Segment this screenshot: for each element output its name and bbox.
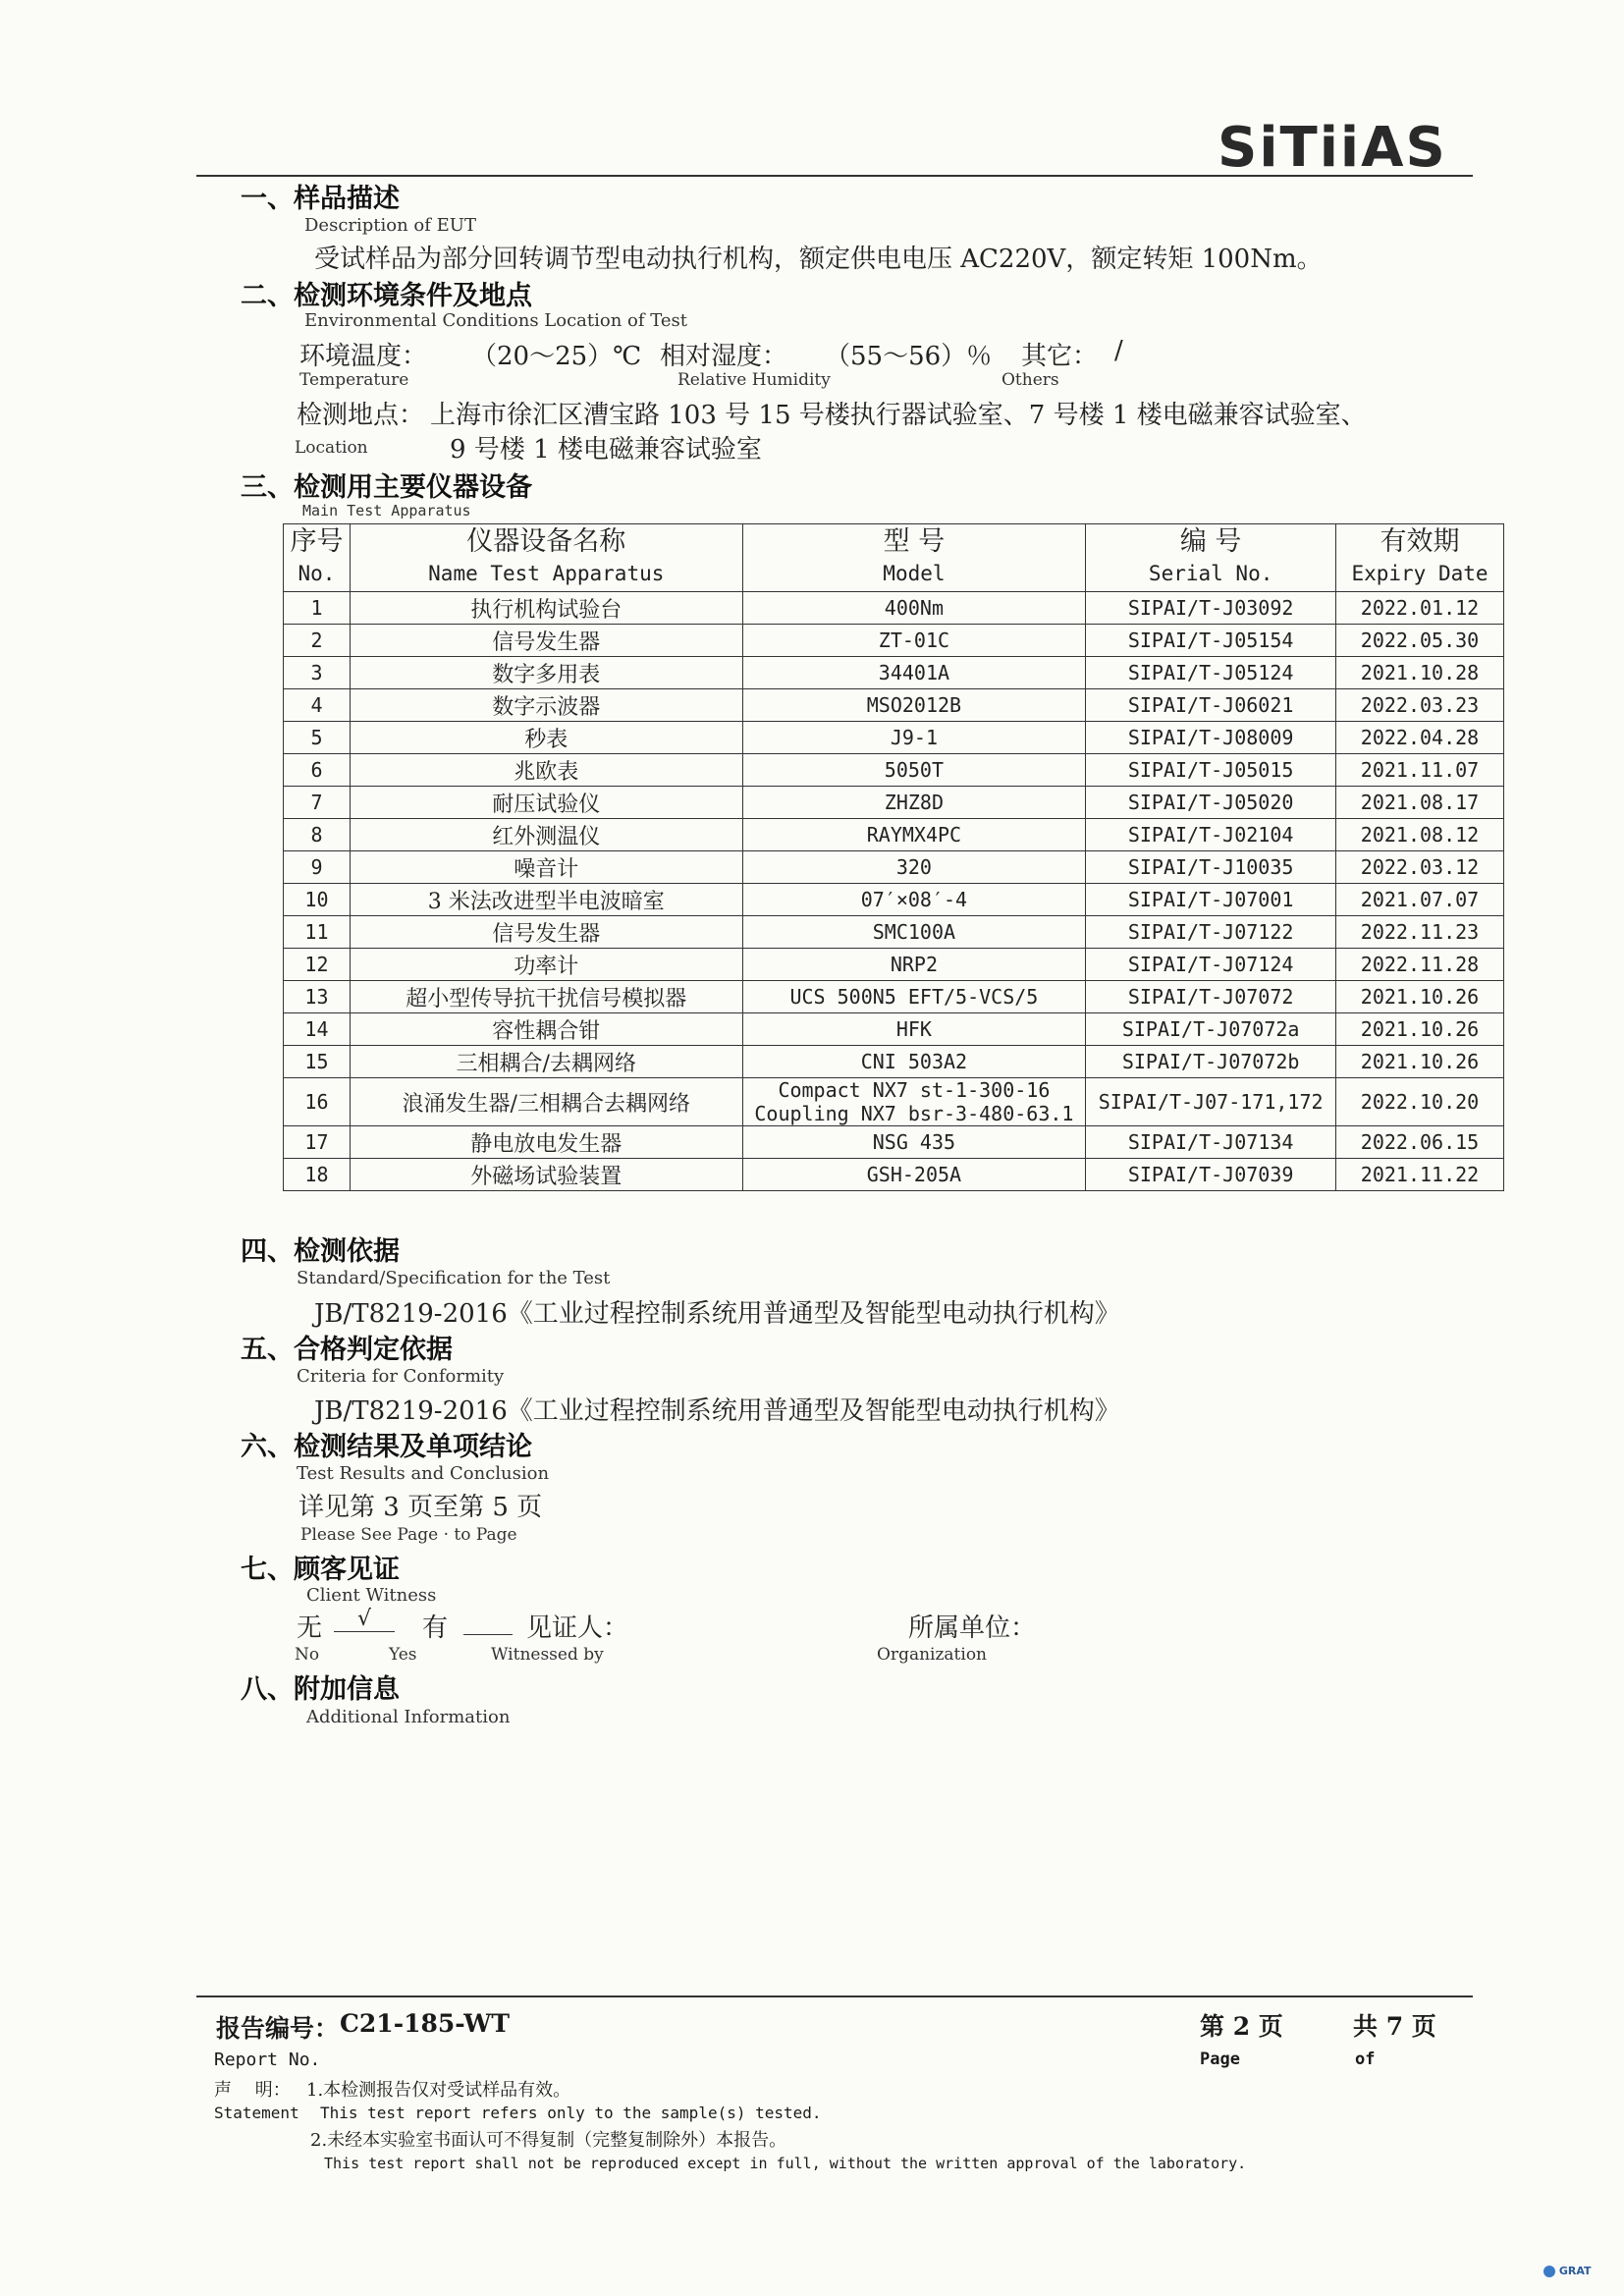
apparatus-name: 红外测温仪 bbox=[350, 819, 742, 851]
humidity-label: 相对湿度： bbox=[660, 342, 788, 371]
expiry-date: 2021.07.07 bbox=[1336, 884, 1504, 916]
table-row bbox=[284, 1159, 1504, 1191]
apparatus-model: UCS 500N5 EFT/5-VCS/5 bbox=[742, 981, 1086, 1013]
apparatus-name: 静电放电发生器 bbox=[350, 1126, 742, 1159]
apparatus-name: 功率计 bbox=[350, 949, 742, 981]
apparatus-model: CNI 503A2 bbox=[742, 1046, 1086, 1078]
results-text: 详见第 3 页至第 5 页 bbox=[298, 1493, 543, 1522]
serial-number: SIPAI/T-J07072a bbox=[1086, 1013, 1336, 1046]
table-row bbox=[284, 884, 1504, 916]
section-title-standard: 四、检测依据 bbox=[241, 1236, 400, 1267]
apparatus-name: 兆欧表 bbox=[350, 754, 742, 787]
header-name: 仪器设备名称 Name Test Apparatus bbox=[350, 524, 742, 592]
page-en: Page bbox=[1200, 2050, 1240, 2069]
witness-no-checkbox: √ bbox=[334, 1607, 395, 1632]
table-row bbox=[284, 851, 1504, 884]
other-en: Others bbox=[1001, 370, 1059, 390]
row-number: 3 bbox=[284, 657, 351, 689]
table-row bbox=[284, 1046, 1504, 1078]
row-number: 5 bbox=[284, 722, 351, 754]
section-en-witness: Client Witness bbox=[306, 1585, 437, 1606]
serial-number: SIPAI/T-J03092 bbox=[1086, 592, 1336, 625]
expiry-date: 2022.10.20 bbox=[1336, 1078, 1504, 1126]
row-number: 10 bbox=[284, 884, 351, 916]
humidity-en: Relative Humidity bbox=[677, 370, 831, 390]
criteria-text: JB/T8219-2016《工业过程控制系统用普通型及智能型电动执行机构》 bbox=[314, 1396, 1120, 1426]
corner-watermark-text: GRAT bbox=[1558, 2265, 1592, 2277]
header-no: 序号 No. bbox=[284, 524, 351, 592]
apparatus-model: 5050T bbox=[742, 754, 1086, 787]
header-expiry: 有效期 Expiry Date bbox=[1336, 524, 1504, 592]
serial-number: SIPAI/T-J07-171,172 bbox=[1086, 1078, 1336, 1126]
section-en-apparatus: Main Test Apparatus bbox=[302, 502, 471, 519]
total-pages: 共 7 页 bbox=[1353, 2012, 1436, 2041]
apparatus-name: 秒表 bbox=[350, 722, 742, 754]
location-en: Location bbox=[295, 438, 368, 458]
model-line-2: Coupling NX7 bsr-3-480-63.1 bbox=[754, 1102, 1074, 1125]
row-number: 11 bbox=[284, 916, 351, 949]
apparatus-model: 400Nm bbox=[742, 592, 1086, 625]
row-number: 1 bbox=[284, 592, 351, 625]
location-line-1: 上海市徐汇区漕宝路 103 号 15 号楼执行器试验室、7 号楼 1 楼电磁兼容试验室、 bbox=[430, 401, 1367, 430]
apparatus-model: RAYMX4PC bbox=[742, 819, 1086, 851]
statement-1-zh: 1.本检测报告仅对受试样品有效。 bbox=[306, 2080, 571, 2101]
apparatus-model: ZT-01C bbox=[742, 625, 1086, 657]
section-en-environment: Environmental Conditions Location of Test bbox=[304, 310, 688, 331]
globe-icon bbox=[1543, 2266, 1555, 2277]
row-number: 8 bbox=[284, 819, 351, 851]
statement-2-zh: 2.未经本实验室书面认可不得复制（完整复制除外）本报告。 bbox=[310, 2130, 787, 2151]
table-row bbox=[284, 819, 1504, 851]
witnessed-by-en: Witnessed by bbox=[491, 1645, 604, 1665]
model-line-1: Compact NX7 st-1-300-16 bbox=[778, 1078, 1051, 1102]
witness-yes-checkbox bbox=[463, 1607, 513, 1635]
table-row bbox=[284, 1126, 1504, 1159]
page-number: 第 2 页 bbox=[1200, 2012, 1283, 2041]
apparatus-model: NSG 435 bbox=[742, 1126, 1086, 1159]
header-serial: 编 号 Serial No. bbox=[1086, 524, 1336, 592]
witness-yes-en: Yes bbox=[389, 1645, 417, 1665]
apparatus-model: SMC100A bbox=[742, 916, 1086, 949]
row-number: 7 bbox=[284, 787, 351, 819]
serial-number: SIPAI/T-J05154 bbox=[1086, 625, 1336, 657]
humidity-value: （55～56）％ bbox=[825, 342, 993, 371]
eut-description: 受试样品为部分回转调节型电动执行机构，额定供电电压 AC220V，额定转矩 100Nm。 bbox=[314, 245, 1323, 274]
expiry-date: 2022.11.23 bbox=[1336, 916, 1504, 949]
apparatus-name: 数字多用表 bbox=[350, 657, 742, 689]
temperature-en: Temperature bbox=[299, 370, 409, 390]
row-number: 14 bbox=[284, 1013, 351, 1046]
apparatus-model: 07′×08′-4 bbox=[742, 884, 1086, 916]
expiry-date: 2022.03.23 bbox=[1336, 689, 1504, 722]
other-value: / bbox=[1114, 336, 1123, 365]
of-en: of bbox=[1355, 2050, 1376, 2069]
section-en-results: Test Results and Conclusion bbox=[297, 1463, 550, 1484]
table-row bbox=[284, 981, 1504, 1013]
row-number: 6 bbox=[284, 754, 351, 787]
table-header-row bbox=[284, 524, 1504, 592]
serial-number: SIPAI/T-J07072b bbox=[1086, 1046, 1336, 1078]
expiry-date: 2021.11.07 bbox=[1336, 754, 1504, 787]
organization-label: 所属单位： bbox=[908, 1613, 1037, 1643]
witness-no-en: No bbox=[295, 1645, 320, 1665]
section-en-additional: Additional Information bbox=[306, 1707, 511, 1727]
other-label: 其它： bbox=[1021, 342, 1099, 371]
section-title-apparatus: 三、检测用主要仪器设备 bbox=[241, 472, 532, 503]
section-en-eut: Description of EUT bbox=[304, 215, 476, 236]
expiry-date: 2021.08.17 bbox=[1336, 787, 1504, 819]
results-en: Please See Page · to Page bbox=[300, 1525, 517, 1545]
section-title-criteria: 五、合格判定依据 bbox=[241, 1335, 453, 1365]
table-row bbox=[284, 1078, 1504, 1126]
expiry-date: 2022.05.30 bbox=[1336, 625, 1504, 657]
apparatus-model: 34401A bbox=[742, 657, 1086, 689]
expiry-date: 2022.11.28 bbox=[1336, 949, 1504, 981]
apparatus-model: NRP2 bbox=[742, 949, 1086, 981]
statement-label-en: Statement bbox=[214, 2104, 299, 2122]
table-row bbox=[284, 592, 1504, 625]
apparatus-model: MSO2012B bbox=[742, 689, 1086, 722]
section-title-additional: 八、附加信息 bbox=[241, 1674, 400, 1705]
temperature-value: （20～25）℃ bbox=[471, 342, 642, 371]
serial-number: SIPAI/T-J02104 bbox=[1086, 819, 1336, 851]
serial-number: SIPAI/T-J08009 bbox=[1086, 722, 1336, 754]
apparatus-model bbox=[742, 1078, 1086, 1126]
witnessed-by-label: 见证人： bbox=[526, 1613, 629, 1643]
serial-number: SIPAI/T-J05015 bbox=[1086, 754, 1336, 787]
section-title-environment: 二、检测环境条件及地点 bbox=[241, 281, 532, 311]
serial-number: SIPAI/T-J05124 bbox=[1086, 657, 1336, 689]
serial-number: SIPAI/T-J10035 bbox=[1086, 851, 1336, 884]
apparatus-name: 外磁场试验装置 bbox=[350, 1159, 742, 1191]
row-number: 4 bbox=[284, 689, 351, 722]
row-number: 16 bbox=[284, 1078, 351, 1126]
expiry-date: 2022.06.15 bbox=[1336, 1126, 1504, 1159]
serial-number: SIPAI/T-J07039 bbox=[1086, 1159, 1336, 1191]
expiry-date: 2022.04.28 bbox=[1336, 722, 1504, 754]
statement-label-zh: 声 明： bbox=[214, 2080, 291, 2101]
corner-watermark bbox=[1543, 2265, 1592, 2277]
table-row bbox=[284, 689, 1504, 722]
apparatus-table bbox=[283, 523, 1504, 1191]
row-number: 12 bbox=[284, 949, 351, 981]
report-number-label: 报告编号： bbox=[216, 2014, 340, 2043]
row-number: 18 bbox=[284, 1159, 351, 1191]
apparatus-model: 320 bbox=[742, 851, 1086, 884]
table-row bbox=[284, 787, 1504, 819]
witness-yes-label: 有 bbox=[422, 1613, 449, 1643]
serial-number: SIPAI/T-J07001 bbox=[1086, 884, 1336, 916]
company-logo: SiTiiAS bbox=[1218, 116, 1447, 180]
statement-1-en: This test report refers only to the sample(s) tested. bbox=[320, 2104, 822, 2122]
table-row bbox=[284, 722, 1504, 754]
row-number: 9 bbox=[284, 851, 351, 884]
table-row bbox=[284, 916, 1504, 949]
report-number-en: Report No. bbox=[214, 2050, 321, 2070]
apparatus-name: 浪涌发生器/三相耦合去耦网络 bbox=[350, 1078, 742, 1126]
temperature-label: 环境温度： bbox=[299, 342, 428, 371]
apparatus-name: 三相耦合/去耦网络 bbox=[350, 1046, 742, 1078]
table-row bbox=[284, 657, 1504, 689]
organization-en: Organization bbox=[877, 1645, 988, 1665]
header-model: 型 号 Model bbox=[742, 524, 1086, 592]
serial-number: SIPAI/T-J06021 bbox=[1086, 689, 1336, 722]
statement-2-en: This test report shall not be reproduced except in full, without the written approval of the laboratory. bbox=[324, 2155, 1247, 2172]
footer-rule bbox=[196, 1995, 1473, 1997]
standard-text: JB/T8219-2016《工业过程控制系统用普通型及智能型电动执行机构》 bbox=[314, 1299, 1120, 1329]
apparatus-name: 耐压试验仪 bbox=[350, 787, 742, 819]
location-line-2: 9 号楼 1 楼电磁兼容试验室 bbox=[450, 435, 762, 465]
apparatus-model: J9-1 bbox=[742, 722, 1086, 754]
apparatus-name: 执行机构试验台 bbox=[350, 592, 742, 625]
expiry-date: 2021.10.26 bbox=[1336, 981, 1504, 1013]
table-row bbox=[284, 1013, 1504, 1046]
location-label: 检测地点： bbox=[297, 401, 425, 430]
expiry-date: 2021.11.22 bbox=[1336, 1159, 1504, 1191]
expiry-date: 2021.10.26 bbox=[1336, 1046, 1504, 1078]
section-en-criteria: Criteria for Conformity bbox=[297, 1366, 505, 1387]
apparatus-model: ZHZ8D bbox=[742, 787, 1086, 819]
table-row bbox=[284, 625, 1504, 657]
witness-no-label: 无 bbox=[297, 1613, 323, 1643]
section-en-standard: Standard/Specification for the Test bbox=[297, 1268, 611, 1288]
row-number: 2 bbox=[284, 625, 351, 657]
apparatus-model: HFK bbox=[742, 1013, 1086, 1046]
row-number: 13 bbox=[284, 981, 351, 1013]
expiry-date: 2021.08.12 bbox=[1336, 819, 1504, 851]
expiry-date: 2022.03.12 bbox=[1336, 851, 1504, 884]
report-number: C21-185-WT bbox=[340, 2009, 510, 2038]
apparatus-name: 超小型传导抗干扰信号模拟器 bbox=[350, 981, 742, 1013]
serial-number: SIPAI/T-J05020 bbox=[1086, 787, 1336, 819]
table-row bbox=[284, 949, 1504, 981]
apparatus-name: 容性耦合钳 bbox=[350, 1013, 742, 1046]
apparatus-name: 噪音计 bbox=[350, 851, 742, 884]
expiry-date: 2021.10.26 bbox=[1336, 1013, 1504, 1046]
serial-number: SIPAI/T-J07072 bbox=[1086, 981, 1336, 1013]
table-row bbox=[284, 754, 1504, 787]
section-title-results: 六、检测结果及单项结论 bbox=[241, 1432, 532, 1462]
apparatus-name: 信号发生器 bbox=[350, 625, 742, 657]
section-title-eut: 一、样品描述 bbox=[241, 184, 400, 214]
serial-number: SIPAI/T-J07124 bbox=[1086, 949, 1336, 981]
apparatus-model: GSH-205A bbox=[742, 1159, 1086, 1191]
apparatus-name: 数字示波器 bbox=[350, 689, 742, 722]
apparatus-name: 3 米法改进型半电波暗室 bbox=[350, 884, 742, 916]
expiry-date: 2022.01.12 bbox=[1336, 592, 1504, 625]
row-number: 17 bbox=[284, 1126, 351, 1159]
row-number: 15 bbox=[284, 1046, 351, 1078]
section-title-witness: 七、顾客见证 bbox=[241, 1555, 400, 1585]
serial-number: SIPAI/T-J07122 bbox=[1086, 916, 1336, 949]
expiry-date: 2021.10.28 bbox=[1336, 657, 1504, 689]
serial-number: SIPAI/T-J07134 bbox=[1086, 1126, 1336, 1159]
apparatus-name: 信号发生器 bbox=[350, 916, 742, 949]
